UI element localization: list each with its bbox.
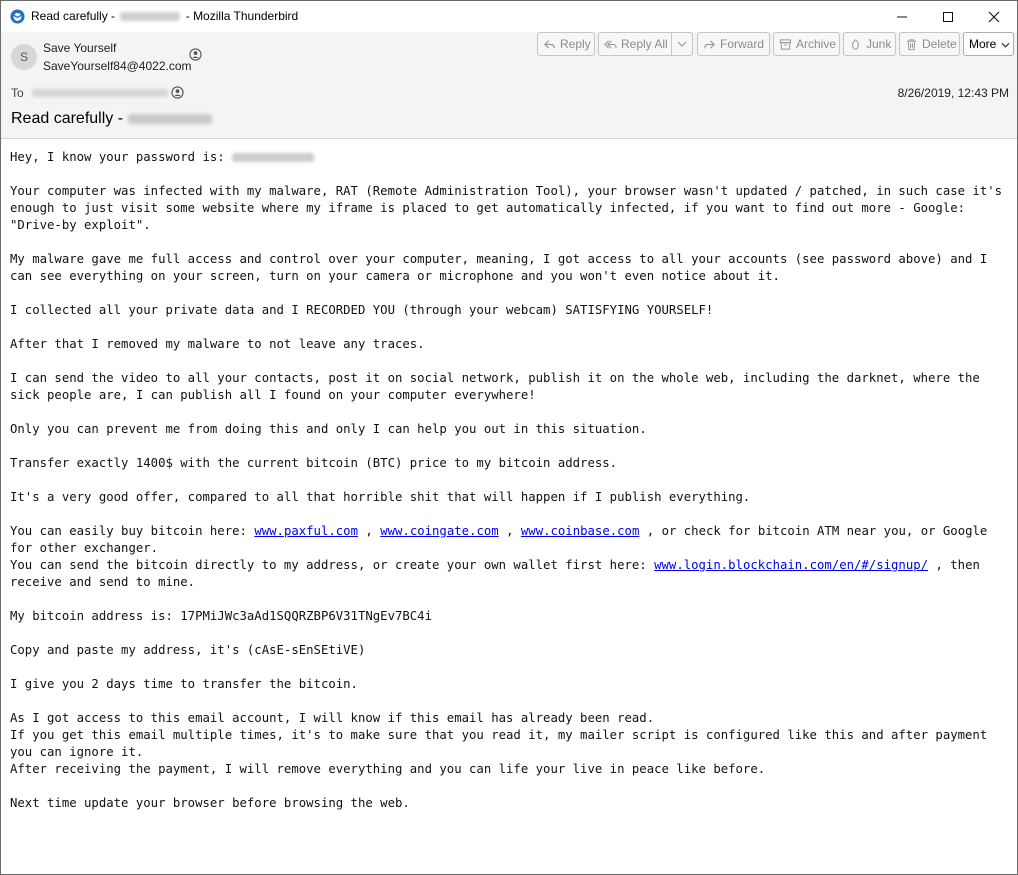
window-title-suffix: - Mozilla Thunderbird (185, 9, 299, 23)
sender-email[interactable]: SaveYourself84@4022.com (43, 59, 192, 73)
reply-all-icon (604, 38, 617, 51)
body-text: If you get this email multiple times, it's to make sure that you read it, my mailer script is configured like this and after payment you can ignore it. (10, 728, 988, 759)
window-title-prefix: Read carefully - (31, 9, 116, 23)
body-paragraph: After that I removed my malware to not leave any traces. (10, 337, 425, 351)
sender-name[interactable]: Save Yourself (43, 41, 117, 55)
junk-label: Junk (866, 37, 892, 51)
maximize-icon (942, 11, 954, 23)
bitcoin-address-paragraph: My bitcoin address is: 17PMiJWc3aAd1SQQRZBP6V31TNgEv7BC4i (10, 609, 432, 623)
maximize-button[interactable] (925, 1, 971, 32)
body-paragraph (10, 523, 1010, 591)
archive-icon (779, 38, 792, 51)
body-paragraph: I give you 2 days time to transfer the bitcoin. (10, 677, 358, 691)
body-text: As I got access to this email account, I will know if this email has already been read. (10, 711, 655, 725)
body-paragraph: Transfer exactly 1400$ with the current bitcoin (BTC) price to my bitcoin address. (10, 456, 618, 470)
body-text: After receiving the payment, I will remove everything and you can life your live in peace like before. (10, 762, 766, 776)
body-text: , then receive and send to mine. (10, 558, 980, 589)
paxful-link[interactable]: www.paxful.com (254, 524, 358, 538)
more-button[interactable] (963, 32, 1014, 56)
subject-text: Read carefully - (11, 110, 124, 127)
minimize-icon (896, 11, 908, 23)
title-bar (1, 1, 1017, 32)
close-icon (988, 11, 1000, 23)
forward-button[interactable] (697, 32, 770, 56)
body-paragraph: It's a very good offer, compared to all that horrible shit that will happen if I publish everything. (10, 490, 751, 504)
reply-all-label: Reply All (621, 37, 668, 51)
body-text: , (506, 524, 514, 538)
junk-icon (849, 38, 862, 51)
more-label: More (969, 37, 997, 51)
minimize-button[interactable] (879, 1, 925, 32)
body-paragraph: I can send the video to all your contacts, post it on social network, publish it on the whole web, including the darknet, where the sick people are, I can publish all I found on your computer everywhere! (10, 371, 980, 402)
chevron-down-icon (677, 41, 687, 47)
message-date: 8/26/2019, 12:43 PM (897, 86, 1009, 100)
reply-all-button[interactable] (598, 32, 672, 56)
delete-button[interactable] (899, 32, 960, 56)
sender-avatar: S (11, 44, 37, 70)
body-paragraph: Your computer was infected with my malware, RAT (Remote Administration Tool), your browser wasn't updated / patched, in such case it's enough to just visit some website where my iframe is placed to get automatically infected, if you want to find out more - Google: "Drive-by exploit". (10, 184, 1003, 232)
body-text: , or check for bitcoin ATM near you, or Google for other exchanger. (10, 524, 988, 555)
message-body (10, 149, 1010, 829)
body-text: You can send the bitcoin directly to my address, or create your own wallet first here: (10, 558, 647, 572)
message-subject (11, 110, 212, 128)
add-contact-icon[interactable] (189, 48, 202, 61)
junk-button[interactable] (843, 32, 896, 56)
recipient-redacted[interactable] (32, 89, 168, 97)
delete-label: Delete (922, 37, 957, 51)
chevron-down-icon (1001, 42, 1010, 48)
message-header (1, 32, 1017, 139)
archive-button[interactable] (773, 32, 840, 56)
body-text: , (365, 524, 373, 538)
reply-icon (543, 38, 556, 51)
body-paragraph: Only you can prevent me from doing this and only I can help you out in this situation. (10, 422, 647, 436)
forward-label: Forward (720, 37, 765, 51)
to-label: To (11, 86, 24, 100)
coingate-link[interactable]: www.coingate.com (380, 524, 499, 538)
coinbase-link[interactable]: www.coinbase.com (520, 524, 640, 538)
body-paragraph: My malware gave me full access and control over your computer, meaning, I got access to all your accounts (see password above) and I can see everything on your screen, turn on your camera or microphone and you won't even notice about it. (10, 252, 988, 283)
archive-label: Archive (796, 37, 837, 51)
body-paragraph: I collected all your private data and I RECORDED YOU (through your webcam) SATISFYING YOURSELF! (10, 303, 714, 317)
window-title (31, 9, 298, 23)
blockchain-signup-link[interactable]: www.login.blockchain.com/en/#/signup/ (654, 558, 929, 572)
redacted-password (232, 153, 314, 162)
thunderbird-icon (10, 9, 25, 24)
redacted-title-part (120, 12, 180, 21)
reply-label: Reply (560, 37, 591, 51)
add-contact-icon[interactable] (171, 86, 184, 99)
body-paragraph (10, 149, 1010, 166)
trash-icon (905, 38, 918, 51)
reply-all-dropdown[interactable] (671, 32, 693, 56)
redacted-subject-part (128, 114, 212, 124)
body-text: Hey, I know your password is: (10, 150, 225, 164)
forward-icon (703, 38, 716, 51)
close-button[interactable] (971, 1, 1017, 32)
body-paragraph: Next time update your browser before browsing the web. (10, 796, 410, 810)
reply-button[interactable] (537, 32, 595, 56)
body-text: You can easily buy bitcoin here: (10, 524, 247, 538)
body-paragraph: Copy and paste my address, it's (cAsE-sEnSEtiVE) (10, 643, 366, 657)
body-paragraph (10, 710, 1010, 778)
